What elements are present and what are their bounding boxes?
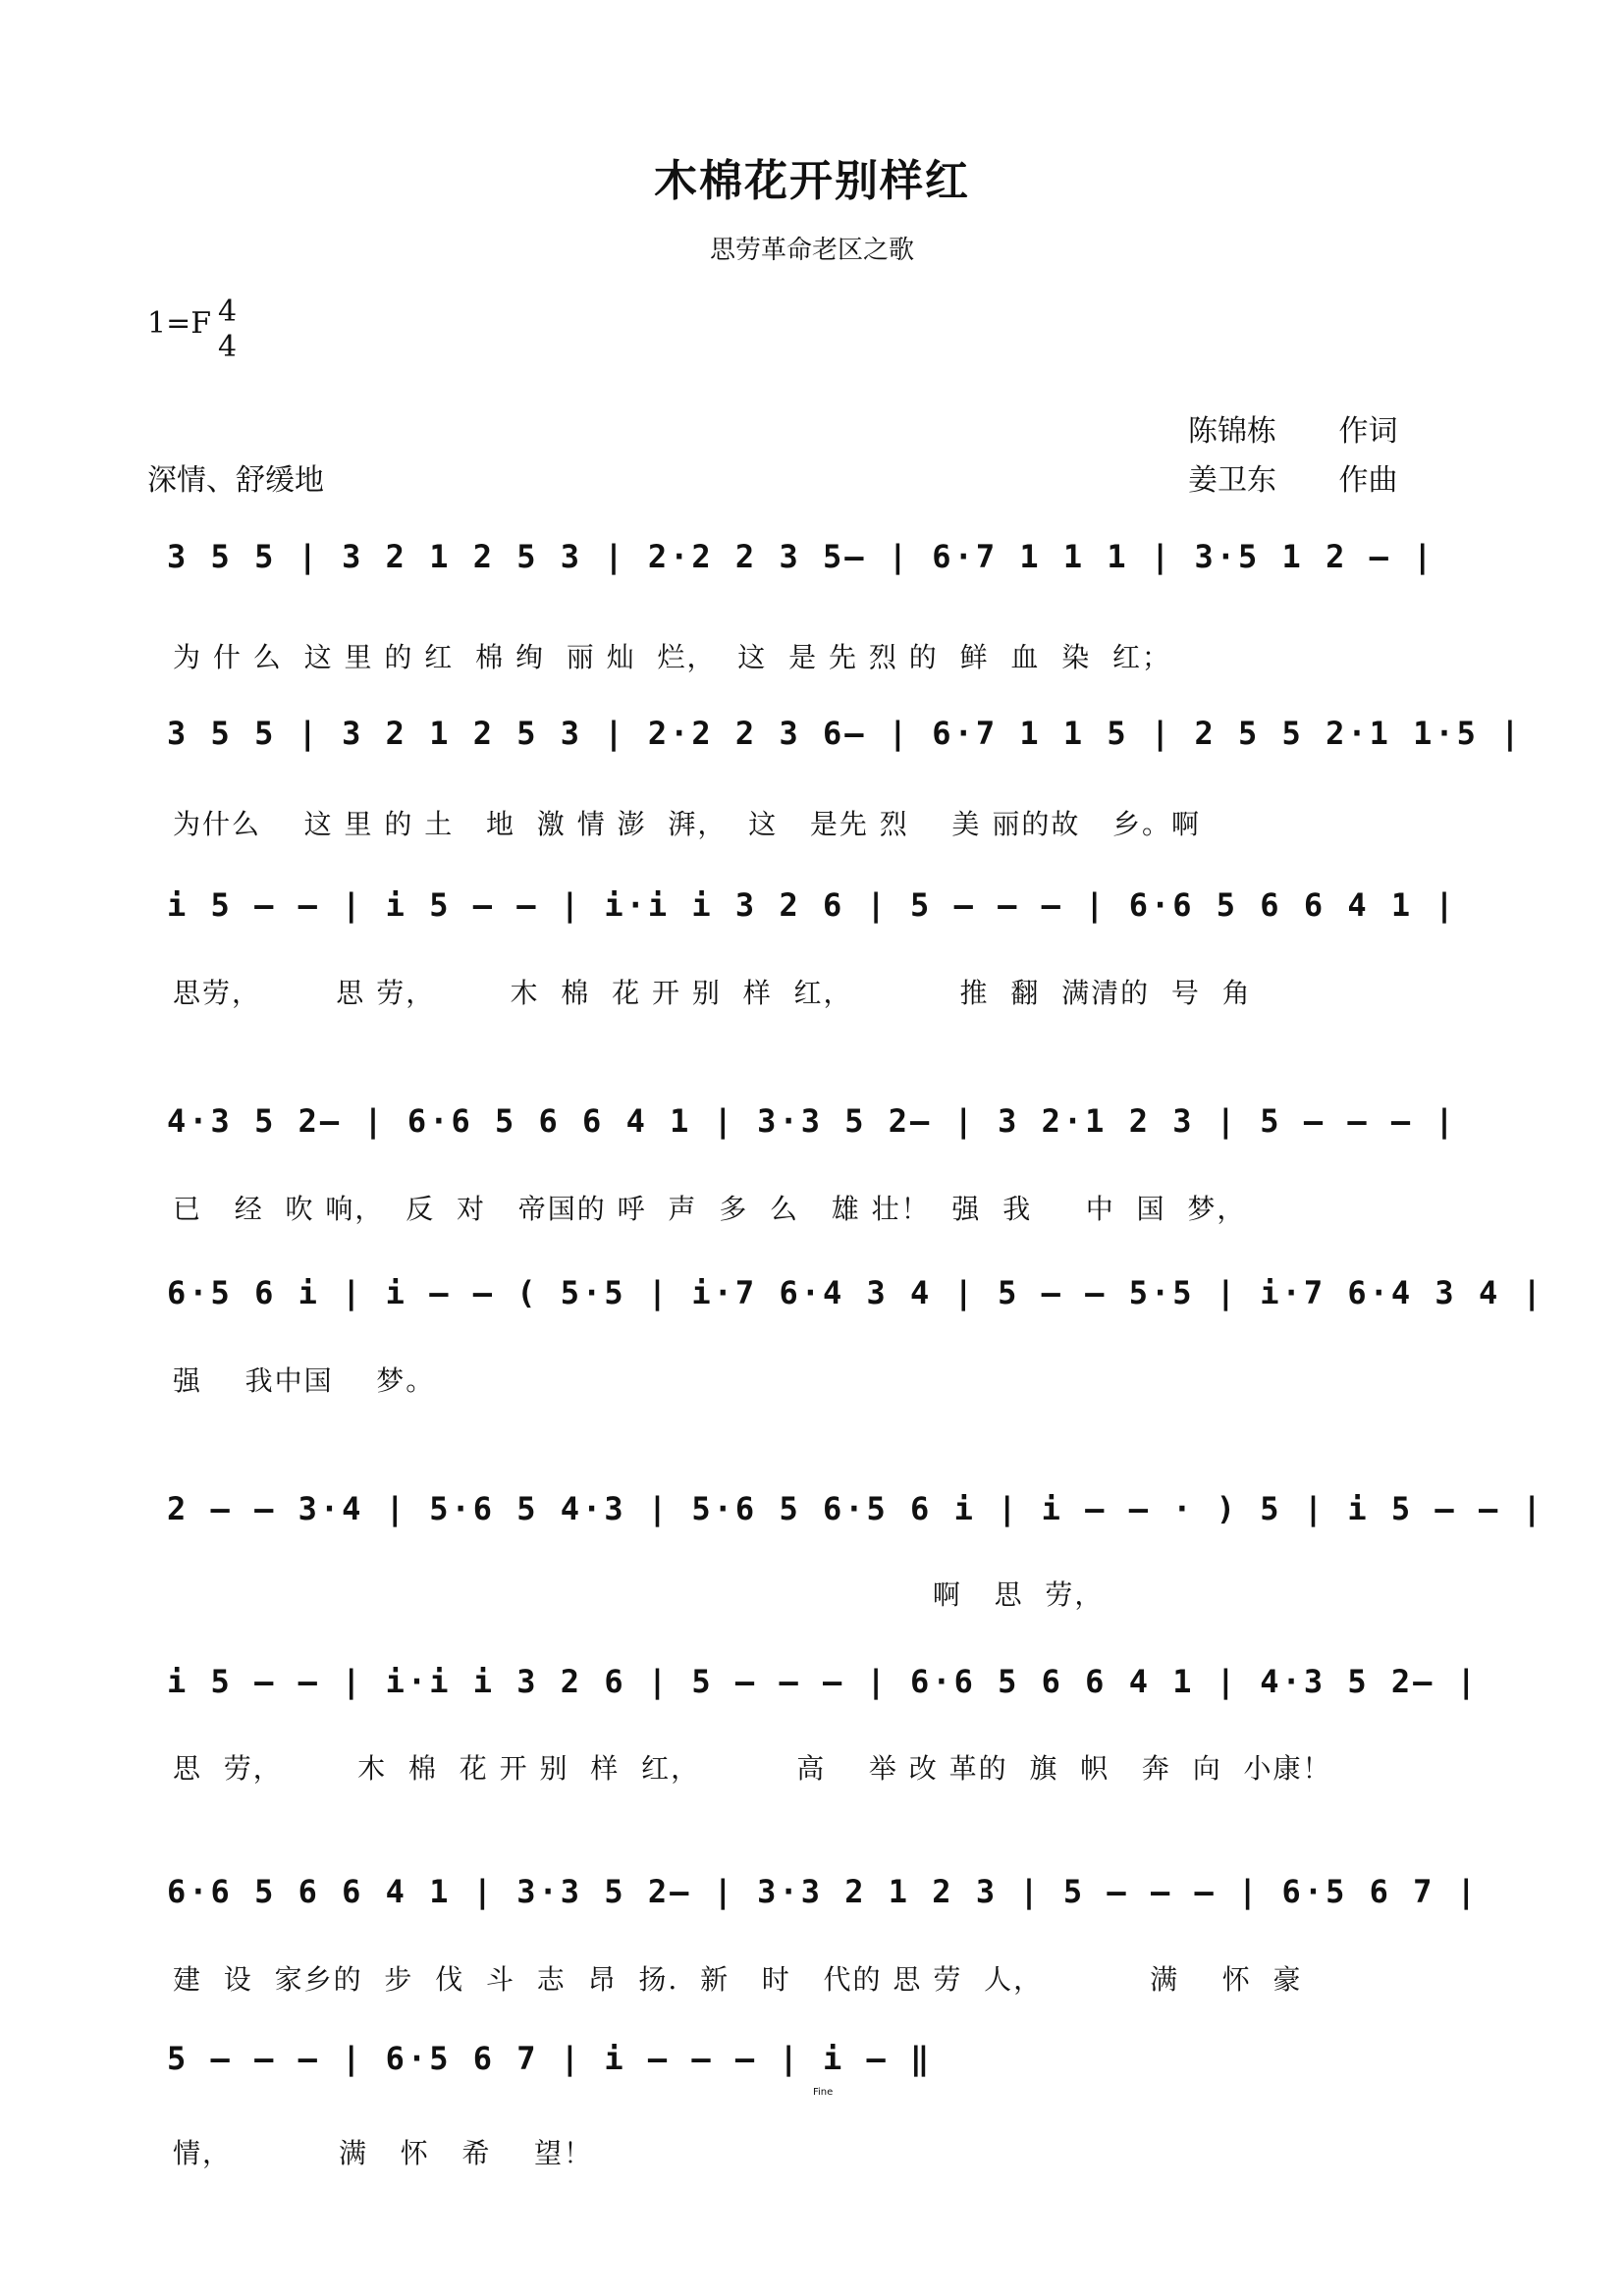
notation: 3 5 5 | 3 2 1 2 5 3 | 2·2 2 3 5— | 6·7 1 1 1 | 3·5 1 2 — |	[167, 538, 1435, 575]
lyric-line: 啊 思 劳，	[173, 1578, 1105, 1611]
notation: 6·5 6 i | i — — ( 5·5 | i·7 6·4 3 4 | 5 — — 5·5 | i·7 6·4 3 4 |	[167, 1274, 1544, 1311]
lyric-line: 为什么 这 里 的 土 地 激 情 澎 湃， 这 是先 烈 美 丽的故 乡。啊	[173, 808, 1202, 840]
staff-line	[167, 1865, 1479, 1949]
lyric-line: 强 我中国 梦。	[173, 1364, 436, 1397]
staff-line	[167, 1266, 1544, 1351]
staff-line	[167, 707, 1523, 791]
key-signature: 1=F	[147, 306, 212, 341]
notation: 4·3 5 2— | 6·6 5 6 6 4 1 | 3·3 5 2— | 3 2·1 2 3 | 5 — — — |	[167, 1102, 1457, 1140]
time-signature-top: 4	[218, 294, 238, 329]
credit-composer	[1188, 455, 1398, 499]
lyric-line: 已 经 吹 响， 反 对 帝国的 呼 声 多 么 雄 壮！ 强 我 中 国 梦，	[173, 1193, 1247, 1225]
staff-line	[167, 530, 1463, 614]
lyricist-role: 作词	[1338, 414, 1398, 449]
notation: 2 — — 3·4 | 5·6 5 4·3 | 5·6 5 6·5 6 i | i — — · ) 5 | i 5 — — |	[167, 1490, 1544, 1527]
lyricist-name: 陈锦栋	[1188, 414, 1276, 449]
tempo-marking: 深情、舒缓地	[147, 463, 324, 498]
staff-line	[167, 1482, 1544, 1567]
notation: i 5 — — | i 5 — — | i·i i 3 2 6 | 5 — — — | 6·6 5 6 6 4 1 |	[167, 886, 1457, 924]
composer-role: 作曲	[1338, 463, 1398, 498]
fine-marker: Fine	[813, 2087, 834, 2098]
notation: 3 5 5 | 3 2 1 2 5 3 | 2·2 2 3 6— | 6·7 1 1 5 | 2 5 5 2·1 1·5 |	[167, 715, 1523, 752]
staff-line	[167, 2032, 933, 2116]
credit-lyricist	[1188, 406, 1398, 450]
notation: 6·6 5 6 6 4 1 | 3·3 5 2— | 3·3 2 1 2 3 | 5 — — — | 6·5 6 7 |	[167, 1873, 1479, 1910]
lyric-line: 思劳， 思 劳， 木 棉 花 开 别 样 红， 推 翻 满清的 号 角	[173, 977, 1252, 1009]
composer-name: 姜卫东	[1188, 463, 1276, 498]
notation: i 5 — — | i·i i 3 2 6 | 5 — — — | 6·6 5 6 6 4 1 | 4·3 5 2— |	[167, 1663, 1479, 1700]
lyric-line: 建 设 家乡的 步 伐 斗 志 昂 扬. 新 时 代的 思 劳 人， 满 怀 豪	[173, 1963, 1303, 1996]
lyric-line: 为 什 么 这 里 的 红 棉 绚 丽 灿 烂， 这 是 先 烈 的 鲜 血 染 红；	[173, 641, 1172, 673]
page-title: 木棉花开别样红	[654, 156, 970, 206]
staff-line	[167, 879, 1463, 963]
notation: 5 — — — | 6·5 6 7 | i — — — | i — ‖	[167, 2040, 933, 2077]
lyric-line: 思 劳， 木 棉 花 开 别 样 红， 高 举 改 革的 旗 帜 奔 向 小康！	[173, 1752, 1332, 1785]
time-signature-bottom: 4	[218, 330, 238, 364]
page-subtitle: 思劳革命老区之歌	[709, 236, 914, 265]
lyric-line: 情， 满 怀 希 望！	[173, 2137, 594, 2169]
staff-line	[167, 1095, 1463, 1179]
time-signature	[218, 294, 237, 365]
staff-line	[167, 1655, 1479, 1739]
